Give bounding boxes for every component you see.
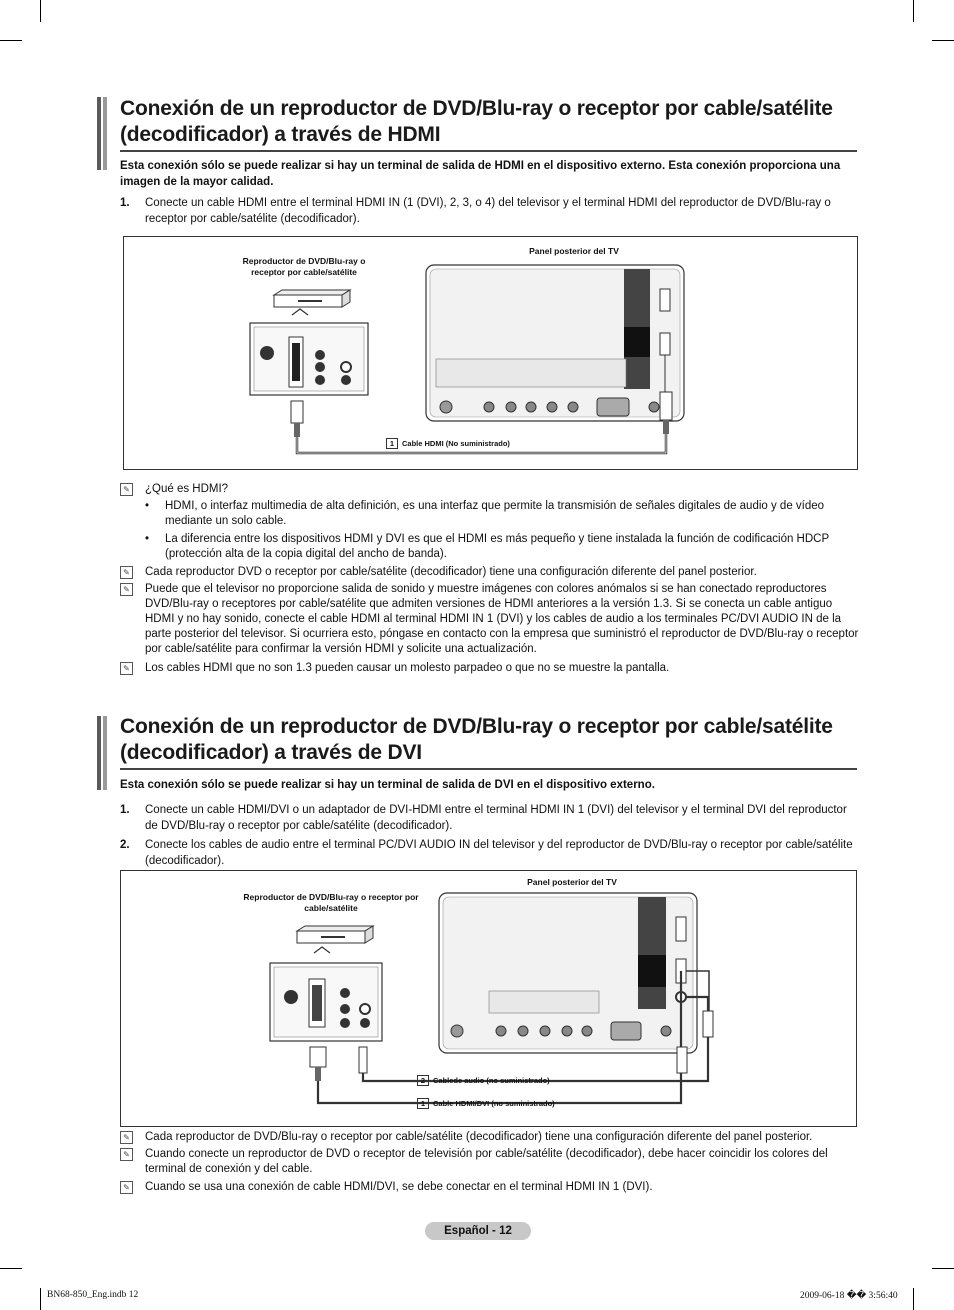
note-text: Cuando se usa una conexión de cable HDMI/DVI, se debe conectar en el terminal HDMI IN 1 (DVI).: [145, 1181, 653, 1193]
note-item: [120, 1147, 860, 1177]
step-text: Conecte los cables de audio entre el terminal PC/DVI AUDIO IN del televisor y del reproductor de DVD/Blu-ray o receptor por cable/satélite (decodificador).: [145, 839, 853, 867]
note-icon: ✎: [120, 662, 133, 675]
note-icon: ✎: [120, 1148, 133, 1161]
bullet-item: [145, 532, 857, 562]
device-back-panel: [270, 963, 382, 1041]
cable-number: 1: [417, 1098, 429, 1109]
note-icon: ✎: [120, 1181, 133, 1194]
crop-mark: [932, 40, 954, 41]
note-text: ¿Qué es HDMI?: [145, 483, 229, 495]
step-number: 2.: [120, 839, 130, 851]
crop-mark: [913, 0, 914, 22]
bullet-text: HDMI, o interfaz multimedia de alta definición, es una interfaz que permite la transmisión de señales digitales de audio y de vídeo mediante un solo cable.: [165, 500, 825, 527]
note-text: Cada reproductor de DVD/Blu-ray o receptor por cable/satélite (decodificador) tiene una configuración diferente del panel posterior.: [145, 1131, 813, 1143]
note-what-is-hdmi: [120, 482, 860, 497]
dvd-player-icon: [274, 290, 350, 315]
cable-label: Cablede audio (no suministrado): [433, 1076, 550, 1085]
section-marker: [97, 97, 101, 170]
note-item: [120, 565, 860, 580]
note-icon: ✎: [120, 566, 133, 579]
cable-label: Cable HDMI/DVI (no suministrado): [433, 1099, 555, 1108]
section2-step-1: [120, 803, 855, 834]
dvd-player-icon: [297, 926, 373, 953]
note-text: Cuando conecte un reproductor de DVD o receptor de televisión por cable/satélite (decodificador), debe hacer coincidir los colores del terminal de conexión y del cable.: [145, 1148, 828, 1175]
footer-file: BN68-850_Eng.indb 12: [47, 1290, 139, 1300]
note-item: [120, 1130, 860, 1145]
bullet-text: La diferencia entre los dispositivos HDMI y DVI es que el HDMI es más pequeño y tiene instalada la función de codificación HDCP (protección alta de la copia digital del ancho de banda).: [165, 533, 829, 560]
cable-label: Cable HDMI (No suministrado): [402, 439, 510, 448]
section-marker: [103, 97, 107, 170]
title-rule: [120, 768, 857, 770]
note-item: [120, 661, 860, 676]
note-icon: ✎: [120, 1131, 133, 1144]
section1-intro: Esta conexión sólo se puede realizar si hay un terminal de salida de HDMI en el dispositivo externo. Esta conexión proporciona una imagen de la mayor calidad.: [120, 160, 841, 188]
section-marker: [97, 716, 101, 790]
tv-back-panel: [439, 893, 697, 1053]
note-text: Puede que el televisor no proporcione salida de sonido y muestre imágenes con colores anómalos si se han conectado reproductores DVD/Blu-ray o receptores por cable/satélite que admiten versiones de HDMI anteriores a la versión 1.3. Si se conecta un cable antiguo HDMI y no hay sonido, conecte el cable HDMI al terminal HDMI IN 1 (DVI) y los cables de audio a los terminales PC/DVI AUDIO IN de la parte posterior del televisor. Si ocurriera esto, póngase en contacto con la empresa que suministró el reproductor de DVD/Blu-ray o receptor por cable/satélite para confirmar la versión HDMI y solicite una actualización.: [145, 583, 859, 655]
hdmi-diagram-drawing: [124, 237, 857, 469]
step-number: 1.: [120, 804, 130, 816]
section1-step-1: [120, 196, 855, 227]
section-marker: [103, 716, 107, 790]
hdmi-connection-diagram: [123, 236, 858, 470]
note-item: [120, 1180, 860, 1195]
tv-back-panel: [426, 265, 684, 421]
device-back-panel: [250, 323, 368, 395]
footer-date: 2009-06-18 �� 3:56:40: [800, 1291, 898, 1301]
cable-number: 1: [386, 438, 398, 449]
device-label: Reproductor de DVD/Blu-ray o receptor por cable/satélite: [242, 256, 366, 277]
bullet-dot: •: [145, 533, 150, 545]
note-text: Cada reproductor DVD o receptor por cable/satélite (decodificador) tiene una configuración diferente del panel posterior.: [145, 566, 757, 578]
cable-1-tag: [386, 438, 510, 449]
cable-number: 2: [417, 1075, 429, 1086]
step-number: 1.: [120, 197, 130, 209]
note-icon: ✎: [120, 583, 133, 596]
bullet-dot: •: [145, 500, 150, 512]
dvi-connection-diagram: [120, 870, 857, 1127]
device-label: Reproductor de DVD/Blu-ray o receptor por cable/satélite: [243, 892, 419, 913]
title-rule: [120, 150, 857, 152]
tv-panel-label: Panel posterior del TV: [529, 246, 619, 256]
crop-mark: [40, 0, 41, 22]
cable-2-tag: [417, 1075, 550, 1086]
step-text: Conecte un cable HDMI/DVI o un adaptador de DVI-HDMI entre el terminal HDMI IN 1 (DVI) del televisor y el terminal DVI del reproductor de DVD/Blu-ray o receptor por cable/satélite (decodificador).: [145, 804, 847, 832]
dvi-diagram-drawing: [121, 871, 856, 1126]
section2-step-2: [120, 838, 855, 869]
section1-title: Conexión de un reproductor de DVD/Blu-ray o receptor por cable/satélite (decodificador) a través de HDMI: [120, 97, 833, 146]
page-number: Español - 12: [425, 1222, 531, 1240]
crop-mark: [0, 1268, 22, 1269]
hdmi-plug-device: [291, 401, 303, 437]
tv-panel-label: Panel posterior del TV: [527, 877, 617, 887]
dvi-plug-device: [310, 1047, 367, 1081]
step-text: Conecte un cable HDMI entre el terminal HDMI IN (1 (DVI), 2, 3, o 4) del televisor y el terminal HDMI del reproductor de DVD/Blu-ray o receptor por cable/satélite (decodificador).: [145, 197, 831, 225]
crop-mark: [932, 1268, 954, 1269]
section2-intro: Esta conexión sólo se puede realizar si hay un terminal de salida de DVI en el dispositivo externo.: [120, 779, 655, 791]
section2-title: Conexión de un reproductor de DVD/Blu-ray o receptor por cable/satélite (decodificador) a través de DVI: [120, 715, 833, 764]
crop-mark: [0, 40, 22, 41]
cable-1-tag: [417, 1098, 555, 1109]
note-item: [120, 582, 860, 657]
crop-mark: [913, 1288, 914, 1310]
note-icon: ✎: [120, 483, 133, 496]
bullet-item: [145, 499, 857, 529]
crop-mark: [40, 1288, 41, 1310]
note-text: Los cables HDMI que no son 1.3 pueden causar un molesto parpadeo o que no se muestre la pantalla.: [145, 662, 670, 674]
